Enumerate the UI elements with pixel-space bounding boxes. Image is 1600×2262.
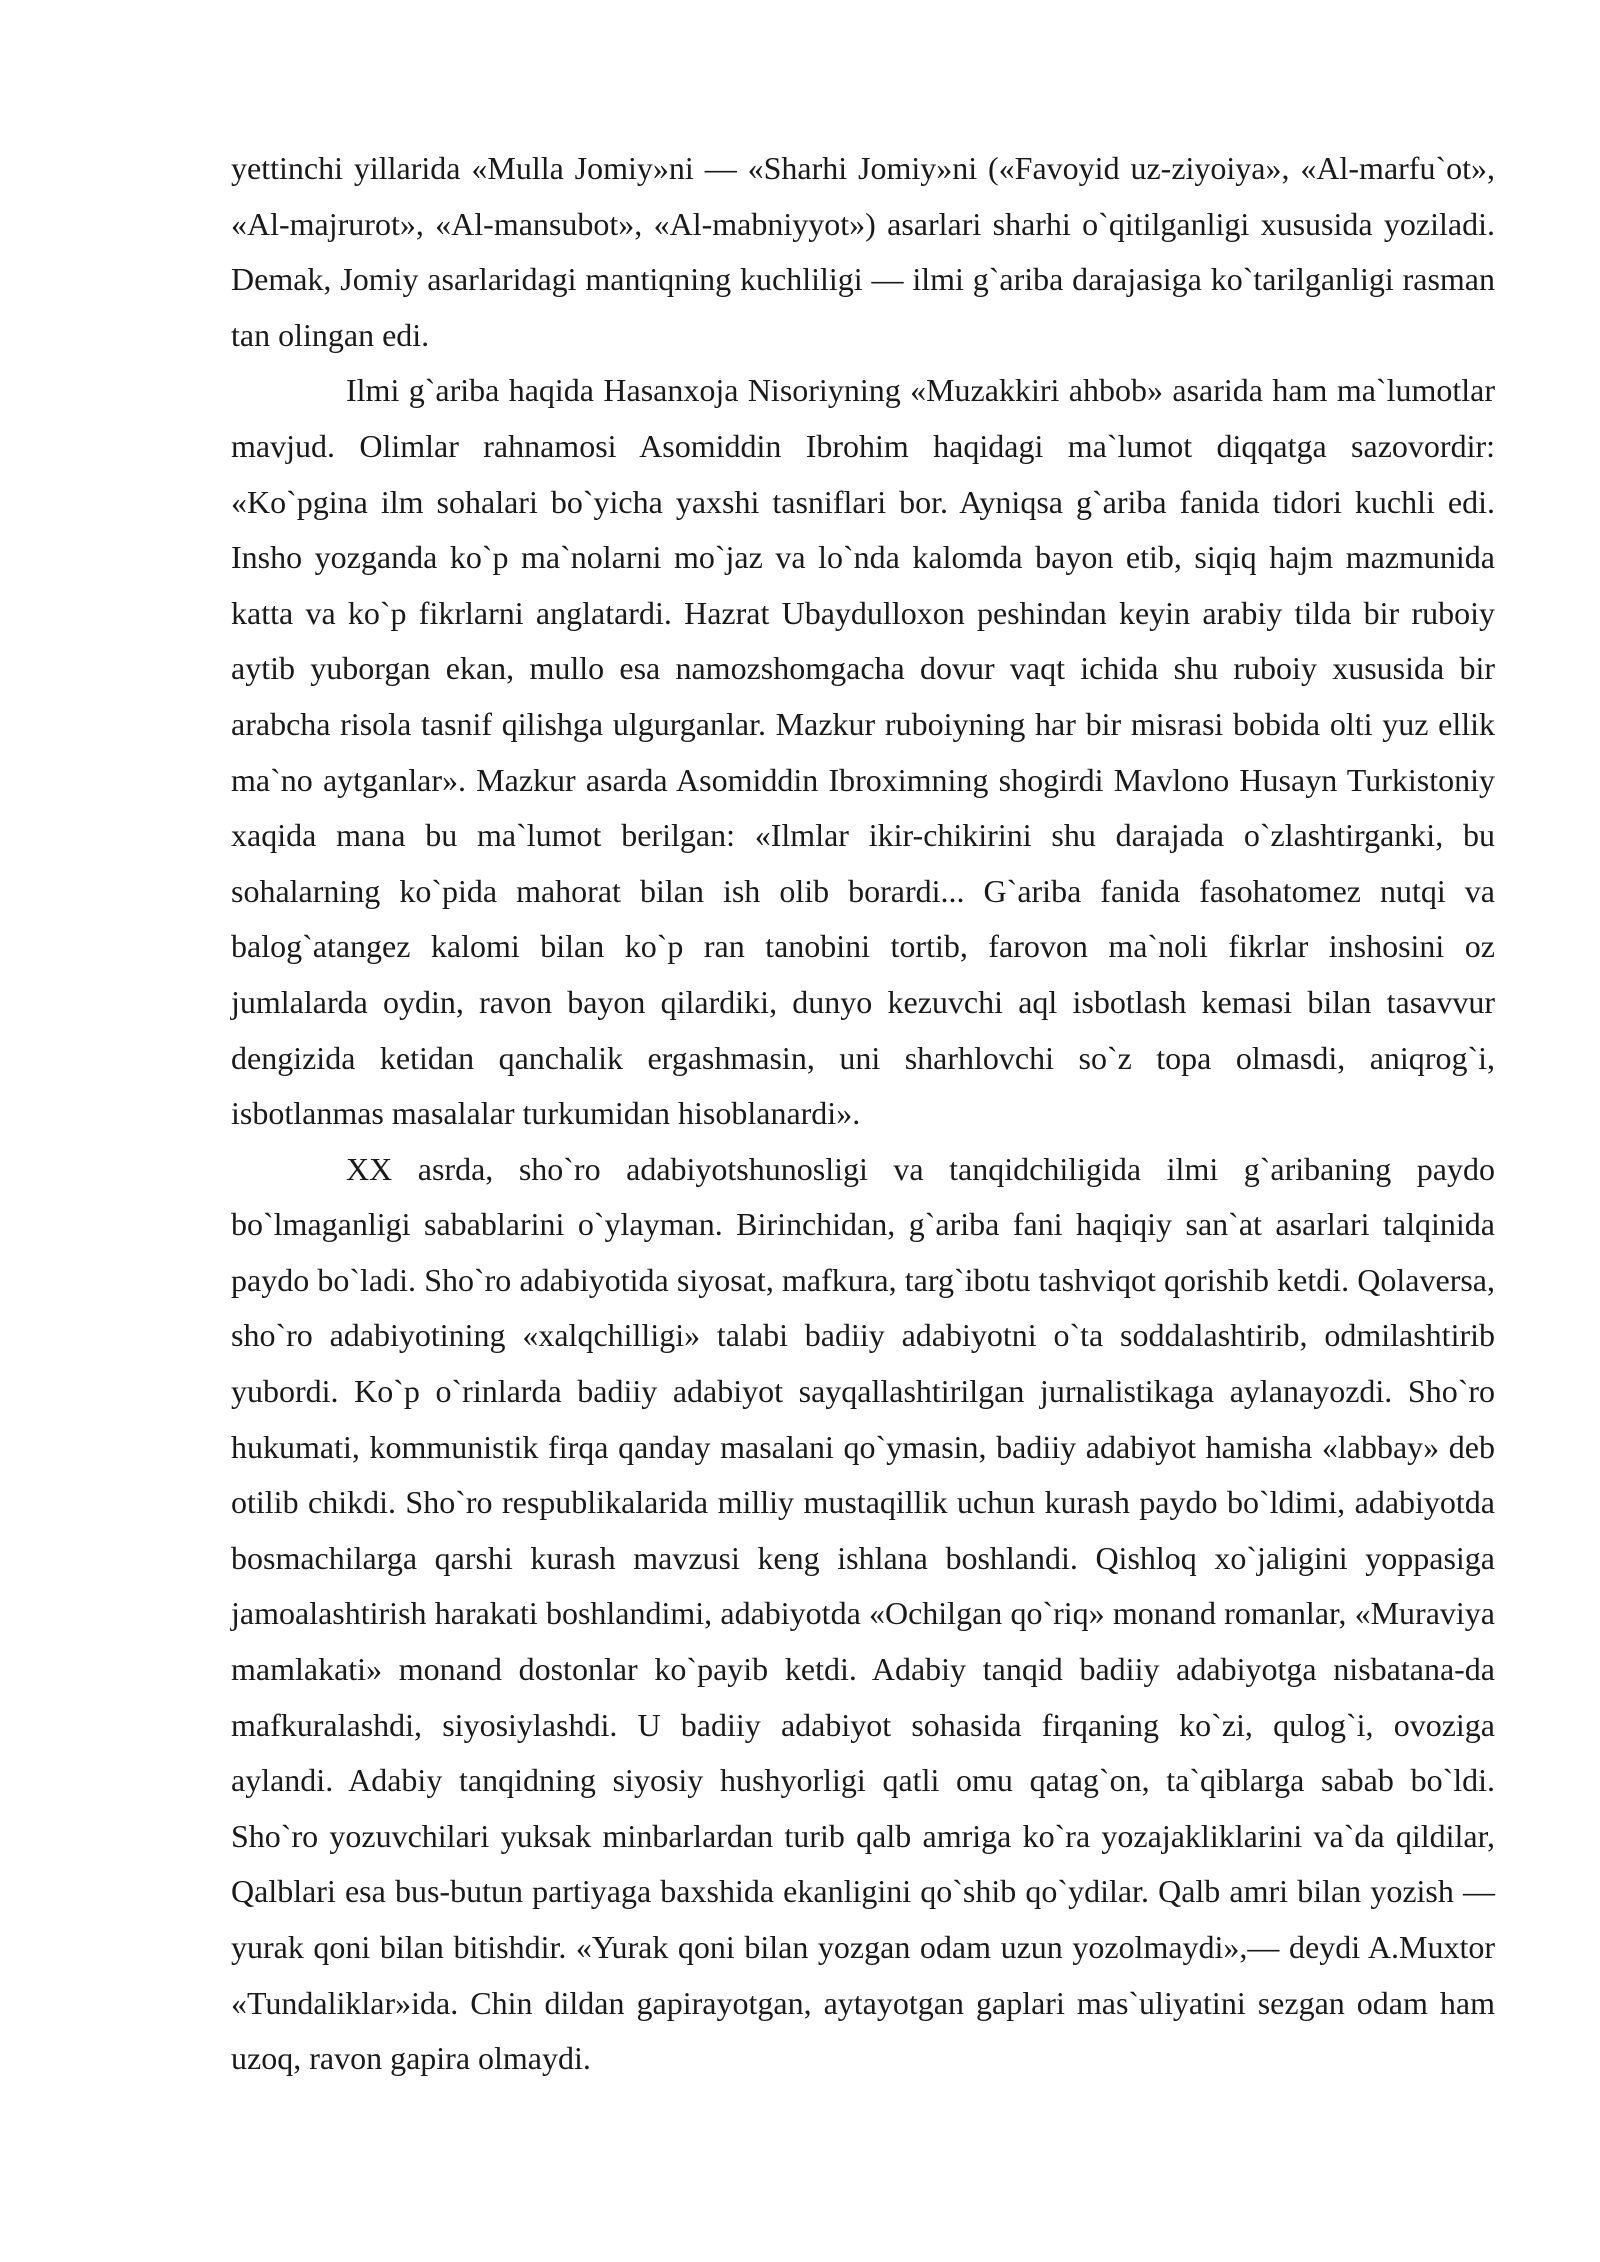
document-page — [231, 141, 1495, 2087]
paragraph-ilmi-gariba: Ilmi g`ariba haqida Hasanxoja Nisoriyning «Muzakkiri ahbob» asarida ham ma`lumotlar mavjud. Olimlar rahnamosi Asomiddin Ibrohim haqidagi ma`lumot diqqatga sazovordir: «Ko`pgina ilm sohalari bo`yicha yaxshi tasniflari bor. Ayniqsa g`ariba fanida tidori kuchli edi. Insho yozganda ko`p ma`nolarni mo`jaz va lo`nda kalomda bayon etib, siqiq hajm mazmunida katta va ko`p fikrlarni anglatardi. Hazrat Ubaydulloxon peshindan keyin arabiy tilda bir ruboiy aytib yuborgan ekan, mullo esa namozshomgacha dovur vaqt ichida shu ruboiy xususida bir arabcha risola tasnif qilishga ulgurganlar. Mazkur ruboiyning har bir misrasi bobida olti yuz ellik ma`no aytganlar». Mazkur asarda Asomiddin Ibroximning shogirdi Mavlono Husayn Turkistoniy xaqida mana bu ma`lumot berilgan: «Ilmlar ikir-chikirini shu darajada o`zlashtirganki, bu sohalarning ko`pida mahorat bilan ish olib borardi... G`ariba fanida fasohatomez nutqi va balog`atangez kalomi bilan ko`p ran tanobini tortib, farovon ma`noli fikrlar inshosini oz jumlalarda oydin, ravon bayon qilardiki, dunyo kezuvchi aql isbotlash kemasi bilan tasavvur dengizida ketidan qanchalik ergashmasin, uni sharhlovchi so`z topa olmasdi, aniqrog`i, isbotlanmas masalalar turkumidan hisoblanardi». — [231, 372, 1495, 1132]
paragraph-xx-asrda: XX asrda, sho`ro adabiyotshunosligi va tanqidchiligida ilmi g`aribaning paydo bo`lmaganligi sabablarini o`ylayman. Birinchidan, g`ariba fani haqiqiy san`at asarlari talqinida paydo bo`ladi. Sho`ro adabiyotida siyosat, mafkura, targ`ibotu tashviqot qorishib ketdi. Qolaversa, sho`ro adabiyotining «xalqchilligi» talabi badiiy adabiyotni o`ta soddalashtirib, odmilashtirib yubordi. Ko`p o`rinlarda badiiy adabiyot sayqallashtirilgan jurnalistikaga aylanayozdi. Sho`ro hukumati, kommunistik firqa qanday masalani qo`ymasin, badiiy adabiyot hamisha «labbay» deb otilib chikdi. Sho`ro respublikalarida milliy mustaqillik uchun kurash paydo bo`ldimi, adabiyotda bosmachilarga qarshi kurash mavzusi keng ishlana boshlandi. Qishloq xo`jaligini yoppasiga jamoalashtirish harakati boshlandimi, adabiyotda «Ochilgan qo`riq» monand romanlar, «Muraviya mamlakati» monand dostonlar ko`payib ketdi. Adabiy tanqid badiiy adabiyotga nisbatana-da mafkuralashdi, siyosiylashdi. U badiiy adabiyot sohasida firqaning ko`zi, qulog`i, ovoziga aylandi. Adabiy tanqidning siyosiy hushyorligi qatli omu qatag`on, ta`qiblarga sabab bo`ldi. Sho`ro yozuvchilari yuksak minbarlardan turib qalb amriga ko`ra yozajakliklarini va`da qildilar, Qalblari esa bus-butun partiyaga baxshida ekanligini qo`shib qo`ydilar. Qalb amri bilan yozish — yurak qoni bilan bitishdir. «Yurak qoni bilan yozgan odam uzun yozolmaydi»,— deydi A.Muxtor «Tundaliklar»ida. Chin dildan gapirayotgan, aytayotgan gaplari mas`uliyatini sezgan odam ham uzoq, ravon gapira olmaydi. — [231, 1150, 1495, 2077]
paragraph-continuation: yettinchi yillarida «Mulla Jomiy»ni — «Sharhi Jomiy»ni («Favoyid uz-ziyoiya», «Al-marfu`ot», «Al-majrurot», «Al-mansubot», «Al-mabniyyot») asarlari sharhi o`qitilganligi xususida yoziladi. Demak, Jomiy asarlaridagi mantiqning kuchliligi — ilmi g`ariba darajasiga ko`tarilganligi rasman tan olingan edi. — [231, 150, 1495, 353]
